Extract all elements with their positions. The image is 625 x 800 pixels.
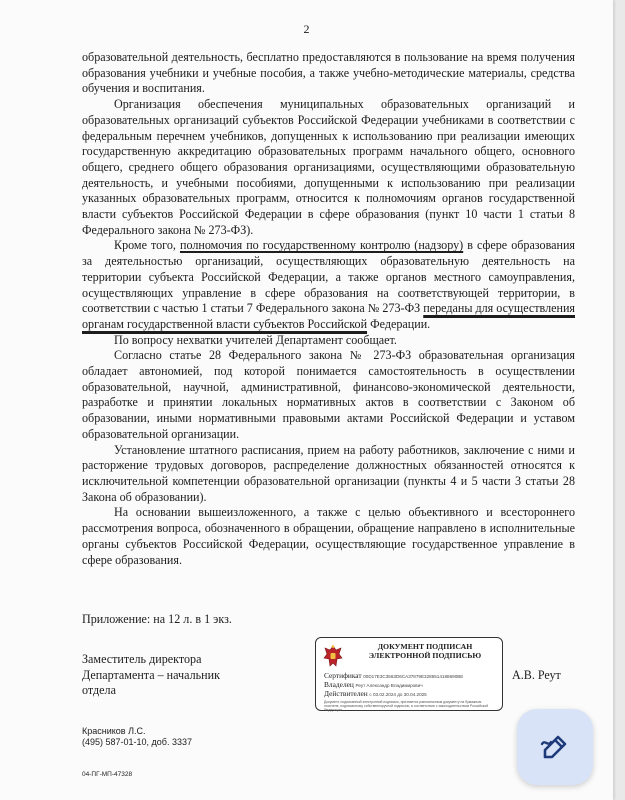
underlined-transfer-phrase: переданы для осуществления органам государственной власти субъектов Российской <box>82 301 575 331</box>
contact-phone: (495) 587-01-10, доб. 3337 <box>82 737 192 747</box>
paragraph-textbooks-continued: образовательной деятельность, бесплатно предоставляются в пользование на время получения образования учебники и учебные пособия, а также учебно-методические материалы, средства обучения и воспитания. <box>82 50 575 96</box>
appendix-value: на 12 л. в 1 экз. <box>150 612 232 626</box>
edit-button[interactable] <box>517 709 593 785</box>
paragraph-autonomy: Согласно статье 28 Федерального закона № 273-ФЗ образовательная организация обладает автономией, под которой понимается самостоятельность в осуществлении образовательной, научной, административной, финансово-экономической деятельности, разработке и принятии локальных нормативных актов в соответствии с Законом об образовании, иными нормативными правовыми актами Российской Федерации и уставом образовательной организации. <box>82 348 575 441</box>
stamp-valid-row: Действителен с 03.02.2024 до 30.04.2025 <box>324 689 427 698</box>
edit-pen-icon <box>539 731 571 763</box>
paragraph-conclusion: На основании вышеизложенного, а также с целью объективного и всестороннего рассмотрения вопроса, обозначенного в обращении, обращение направлено в исполнительные органы субъектов Российской Федерации, осуществляющие государственное управление в сфере образования. <box>82 505 575 567</box>
appendix-label: Приложение: <box>82 612 151 626</box>
coat-of-arms-icon <box>322 644 344 670</box>
signer-title: Заместитель директора Департамента – начальник отдела <box>82 652 220 698</box>
underlined-supervision-phrase: полномочия по государственному контролю (надзору) <box>179 238 464 253</box>
appendix-line <box>82 612 232 627</box>
paragraph-supervision-powers: Кроме того, полномочия по государственному контролю (надзору) в сфере образования за деятельностью организаций, осуществляющих образовательную деятельность на территории субъекта Российской Федерации, а также органов местного самоуправления, осуществляющих управление в сфере образования на соответствующей территории, в соответствии с частью 1 статьи 7 Федерального закона № 273-ФЗ переданы для осуществления органам государственной власти субъектов Российской Федерации. <box>82 238 575 331</box>
stamp-heading: ДОКУМЕНТ ПОДПИСАН ЭЛЕКТРОННОЙ ПОДПИСЬЮ <box>368 642 482 660</box>
stamp-owner-row: Владелец Реут Александр Владимирович <box>324 680 423 689</box>
signer-name: А.В. Реут <box>512 668 561 682</box>
contact-name: Красников Л.С. <box>82 726 146 736</box>
paragraph-textbook-provision: Организация обеспечения муниципальных образовательных организаций и образовательных организаций субъектов Российской Федерации учебниками в соответствии с федеральным перечнем учебников, допущенных к использованию при реализации имеющих государственную аккредитацию образовательных программ начального общего, основного общего, среднего общего образования организациями, осуществляющими образовательную деятельность, и учебными пособиями, допущенными к использованию при реализации указанных образовательных программ, относится к полномочиям органов государственной власти субъектов Российской Федерации в сфере образования (пункт 10 части 1 статьи 8 Федерального закона № 273-ФЗ). <box>82 97 575 237</box>
letter-body <box>82 50 575 568</box>
electronic-signature-stamp <box>315 637 503 711</box>
paragraph-staffing: Установление штатного расписания, прием на работу работников, заключение с ними и расторжение трудовых договоров, распределение должностных обязанностей относятся к исключительной компетенции образовательной организации (пункты 4 и 5 части 3 статьи 28 Закона об образовании). <box>82 442 575 504</box>
contact-block <box>82 726 192 748</box>
stamp-certificate-row: Сертификат 00D17E3C3563D6CA37879E3285514188690BE <box>324 671 464 680</box>
paragraph-teacher-shortage: По вопросу нехватки учителей Департамент сообщает. <box>114 332 397 347</box>
page-number: 2 <box>303 22 310 36</box>
document-code: 04-ПГ-МП-47328 <box>82 771 133 778</box>
stamp-footer: Документ, подписанный электронной подписью, признается равнозначным документу на бумажном носителе, подписанному собственноручной подписью, в соответствии с законодательством Российской Федерации <box>324 700 489 712</box>
